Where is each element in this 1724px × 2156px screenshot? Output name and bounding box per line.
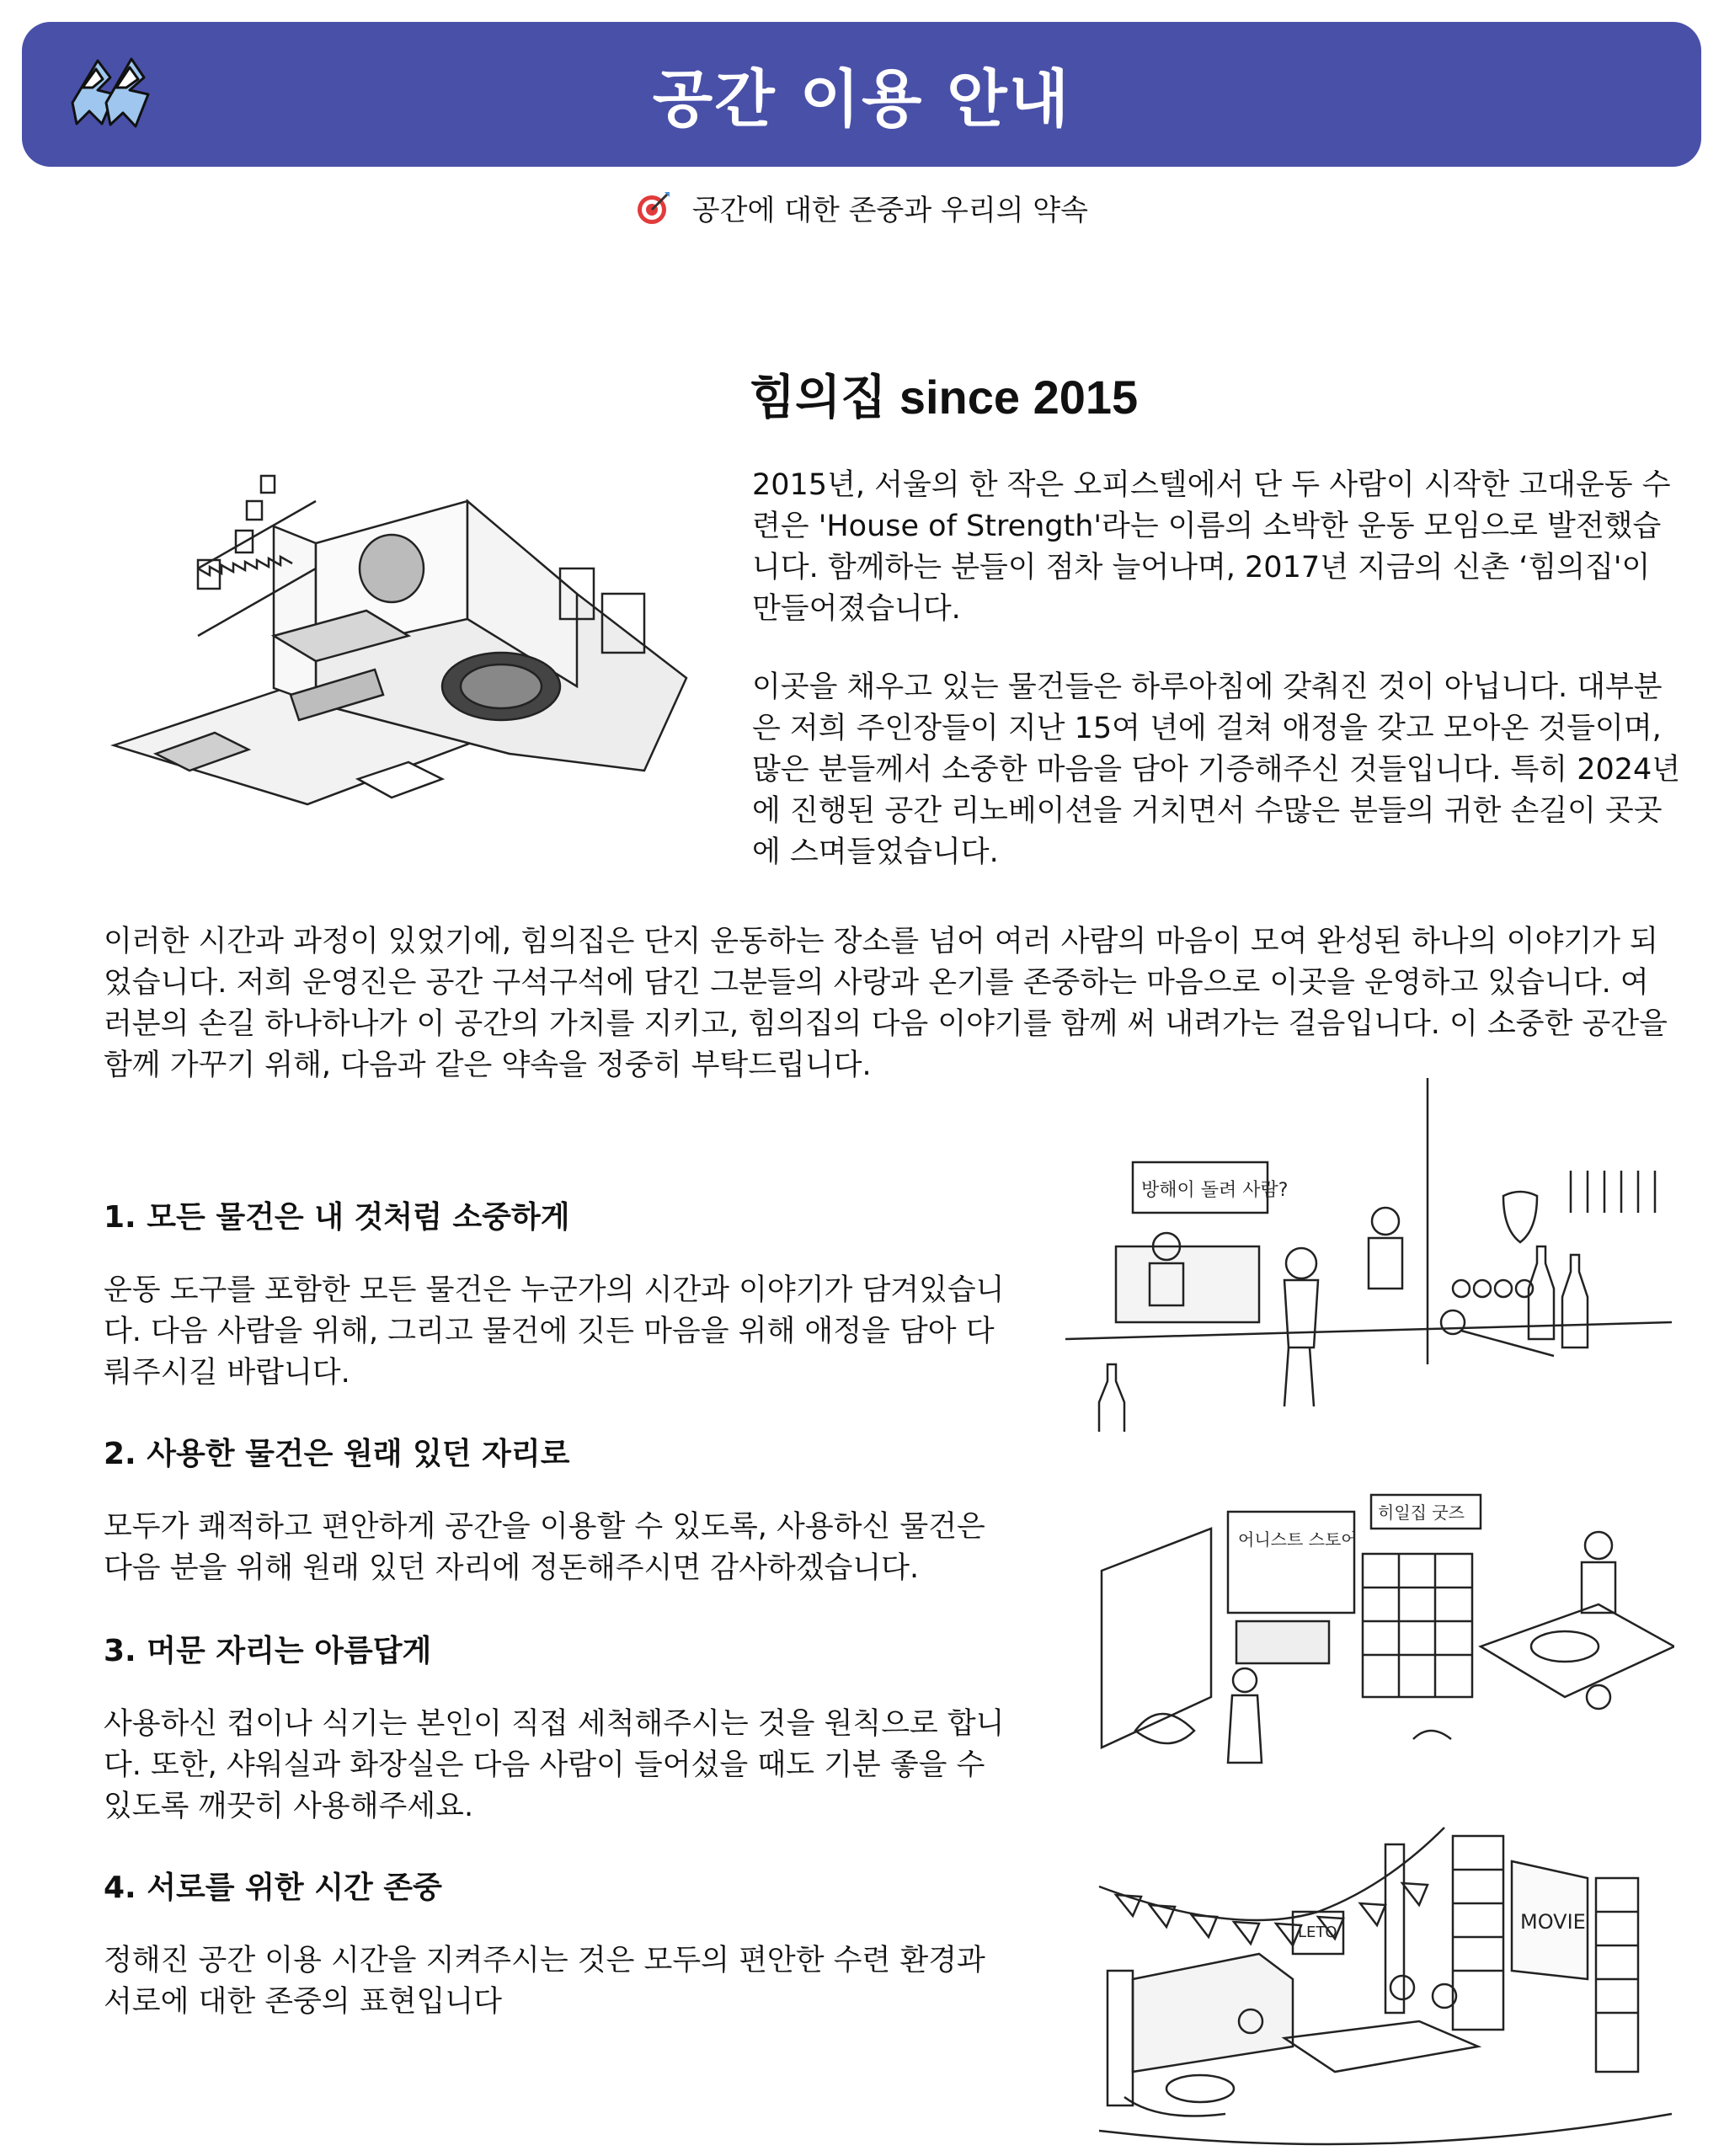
scene2-sign: 히일집 굿즈 (1378, 1502, 1465, 1523)
training-scene-illustration (1065, 1078, 1672, 1432)
scene3-speaker: LETO (1298, 1924, 1337, 1941)
intro-heading: 힘의집 since 2015 (750, 371, 1139, 424)
header-banner (22, 22, 1701, 167)
intro-paragraph-3: 이러한 시간과 과정이 있었기에, 힘의집은 단지 운동하는 장소를 넘어 여러 사람의 마음이 모여 완성된 하나의 이야기가 되었습니다. 저희 운영진은 공간 구석구석에 담긴 그분들의 사랑과 온기를 존중하는 마음으로 이곳을 운영하고 있습니다. 여러분의 손길 하나하나가 이 공간의 가치를 지키고, 힘의집의 다음 이야기를 함께 써 내려가는 걸음입니다. 이 소중한 공간을 함께 가꾸기 위해, 다음과 같은 약속을 정중히 부탁드립니다. (104, 925, 1668, 1082)
rule-1-title: 1. 모든 물건은 내 것처럼 소중하게 (104, 1200, 570, 1235)
rule-4-text: 정해진 공간 이용 시간을 지켜주시는 것은 모두의 편안한 수련 환경과 서로에 대한 존중의 표현입니다 (104, 1944, 985, 2019)
lounge-scene-illustration (1082, 1811, 1680, 2148)
kitchen-scene-illustration (1093, 1478, 1674, 1781)
scene1-sign: 방해이 돌려 사람? (1141, 1180, 1289, 1201)
rule-1-text: 운동 도구를 포함한 모든 물건은 누군가의 시간과 이야기가 담겨있습니다. 다음 사람을 위해, 그리고 물건에 깃든 마음을 위해 애정을 담아 다뤄주시길 바랍니다. (104, 1273, 1005, 1390)
target-dart-icon (636, 190, 671, 226)
scene2-board: 어니스트 스토어 (1238, 1529, 1358, 1550)
rule-3-text: 사용하신 컵이나 식기는 본인이 직접 세척해주시는 것을 원칙으로 합니다. 또한, 샤워실과 화장실은 다음 사람이 들어섰을 때도 기분 좋을 수 있도록 깨끗히 사용해주세요. (104, 1707, 1005, 1823)
logo-icon (64, 44, 165, 145)
rule-2-text: 모두가 쾌적하고 편안하게 공간을 이용할 수 있도록, 사용하신 물건은 다음 분을 위해 원래 있던 자리에 정돈해주시면 감사하겠습니다. (104, 1510, 985, 1585)
subtitle-text: 공간에 대한 존중과 우리의 약속 (691, 194, 1088, 227)
rule-2-title: 2. 사용한 물건은 원래 있던 자리로 (104, 1437, 570, 1471)
subtitle (0, 187, 1724, 228)
page-title: 공간 이용 안내 (652, 63, 1071, 136)
floor-plan-illustration (105, 467, 712, 838)
rule-4-title: 4. 서로를 위한 시간 존중 (104, 1870, 442, 1905)
rule-3-title: 3. 머문 자리는 아름답게 (104, 1634, 432, 1668)
intro-paragraph-1: 2015년, 서울의 한 작은 오피스텔에서 단 두 사람이 시작한 고대운동 수련은 'House of Strength'라는 이름의 소박한 운동 모임으로 발전했습니다. 함께하는 분들이 점차 늘어나며, 2017년 지금의 신촌 ‘힘의집'이 만들어졌습니다. (752, 468, 1671, 626)
intro-paragraph-2: 이곳을 채우고 있는 물건들은 하루아침에 갖춰진 것이 아닙니다. 대부분은 저희 주인장들이 지난 15여 년에 걸쳐 애정을 갖고 모아온 것들이며, 많은 분들께서 소중한 마음을 담아 기증해주신 것들입니다. 특히 2024년에 진행된 공간 리노베이션을 거치면서 수많은 분들의 귀한 손길이 곳곳에 스며들었습니다. (752, 670, 1681, 869)
scene3-screen: MOVIE (1520, 1910, 1586, 1934)
